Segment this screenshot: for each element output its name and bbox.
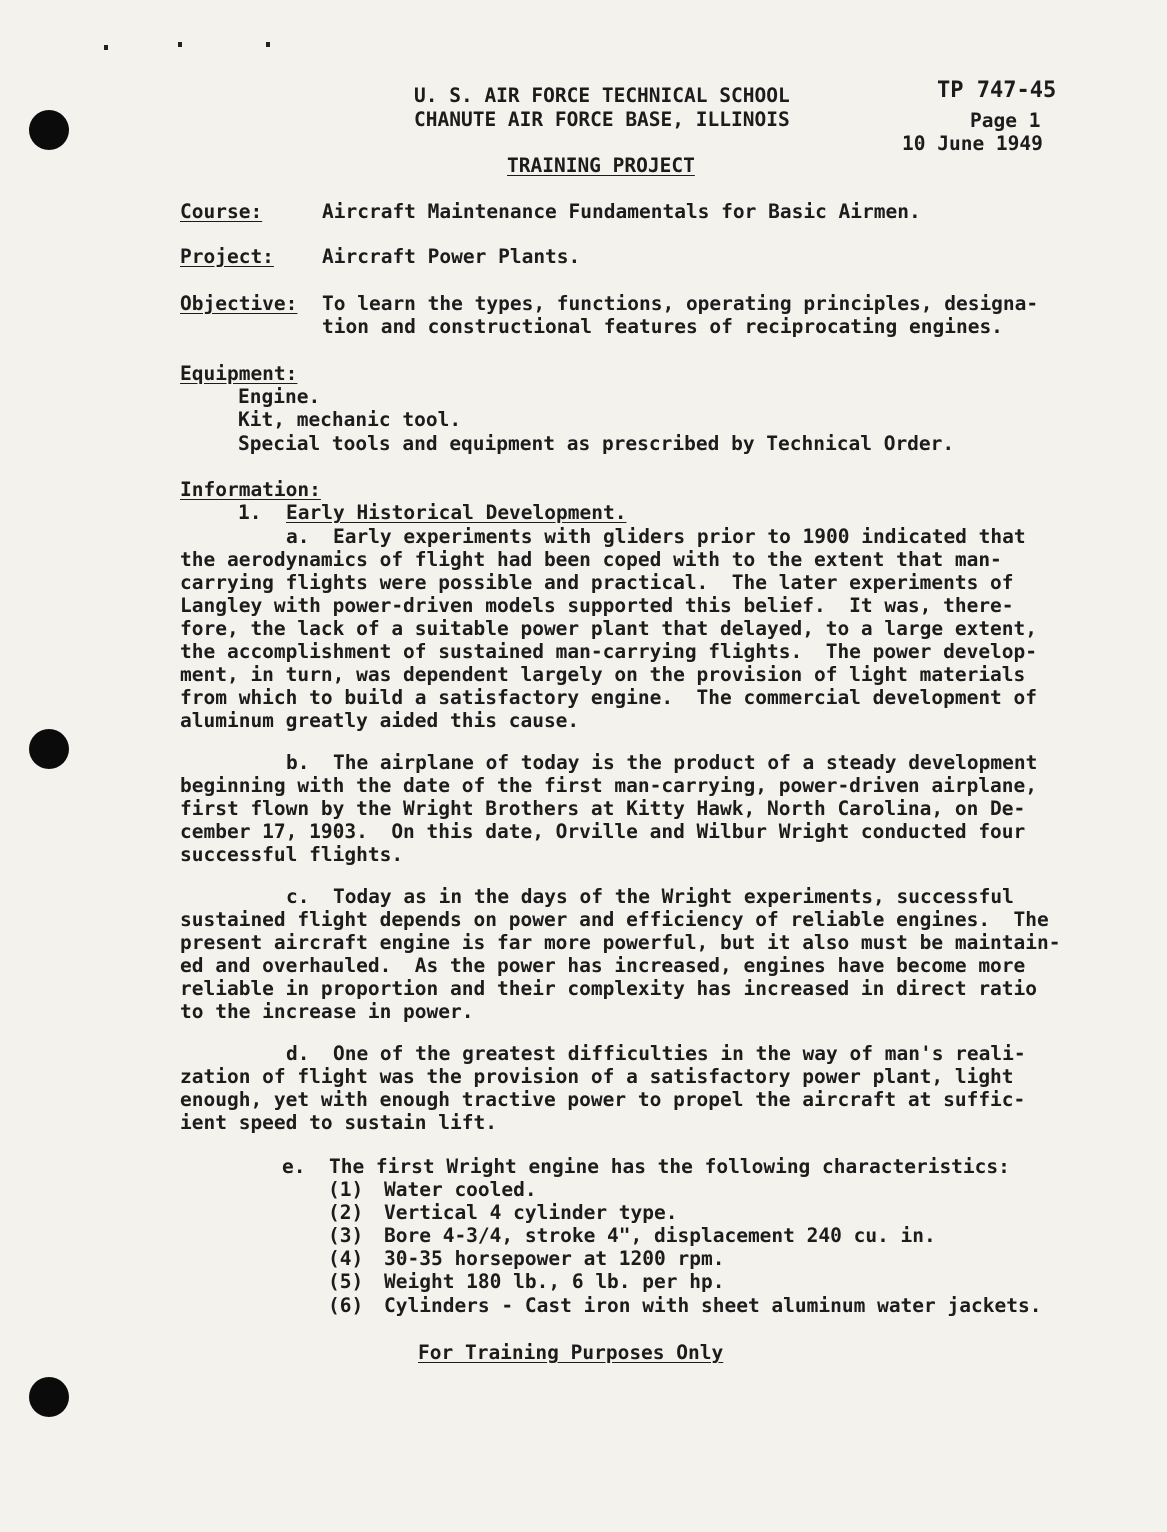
course-label: Course: [180,200,263,223]
list-item-number: (4) [328,1247,364,1270]
paragraph-line: the accomplishment of sustained man-carrying flights. The power develop- [180,640,1038,663]
list-item-text: Vertical 4 cylinder type. [384,1201,678,1224]
paragraph-line: aluminum greatly aided this cause. [180,709,580,732]
paragraph-line: to the increase in power. [180,1000,474,1023]
objective-line: To learn the types, functions, operating principles, designa- [322,292,1039,315]
paragraph-line: present aircraft engine is far more powerful, but it also must be maintain- [180,931,1061,954]
paragraph-line: carrying flights were possible and practical. The later experiments of [180,571,1014,594]
paragraph-line: from which to build a satisfactory engine. The commercial development of [180,686,1038,709]
page-title: TRAINING PROJECT [507,154,695,177]
paragraph-line: enough, yet with enough tractive power to propel the aircraft at suffic- [180,1088,1026,1111]
paragraph-line: successful flights. [180,843,404,866]
list-item-text: Cylinders - Cast iron with sheet aluminum water jackets. [384,1294,1042,1317]
paragraph-line: zation of flight was the provision of a satisfactory power plant, light [180,1065,1014,1088]
paragraph-line: a. Early experiments with gliders prior to 1900 indicated that [286,525,1026,548]
paragraph-line: the aerodynamics of flight had been coped with to the extent that man- [180,548,1002,571]
section-number: 1. [238,501,262,524]
course-value: Aircraft Maintenance Fundamentals for Basic Airmen. [322,200,921,223]
section-title: Early Historical Development. [286,501,627,524]
list-item-number: (1) [328,1178,364,1201]
list-item-number: (6) [328,1294,364,1317]
footer-notice: For Training Purposes Only [418,1341,724,1364]
paragraph-line: d. One of the greatest difficulties in the way of man's reali- [286,1042,1026,1065]
paragraph-line: ed and overhauled. As the power has increased, engines have become more [180,954,1026,977]
doc-date: 10 June 1949 [902,132,1043,155]
paragraph-line: Langley with power-driven models supported this belief. It was, there- [180,594,1014,617]
list-item-number: (2) [328,1201,364,1224]
org-line-1: U. S. AIR FORCE TECHNICAL SCHOOL [414,84,790,107]
binder-hole-top [29,110,69,150]
paper-speck [104,45,108,50]
list-item-text: 30-35 horsepower at 1200 rpm. [384,1247,725,1270]
equipment-item: Engine. [238,385,321,408]
list-item-number: (3) [328,1224,364,1247]
list-item-text: Bore 4-3/4, stroke 4", displacement 240 cu. in. [384,1224,936,1247]
org-line-2: CHANUTE AIR FORCE BASE, ILLINOIS [414,108,790,131]
binder-hole-middle [29,729,69,769]
paragraph-line: fore, the lack of a suitable power plant that delayed, to a large extent, [180,617,1038,640]
paper-speck [178,42,182,47]
paragraph-intro: e. The first Wright engine has the following characteristics: [282,1155,1010,1178]
paragraph-line: sustained flight depends on power and efficiency of reliable engines. The [180,908,1049,931]
paragraph-line: ment, in turn, was dependent largely on the provision of light materials [180,663,1026,686]
equipment-label: Equipment: [180,362,298,385]
objective-label: Objective: [180,292,298,315]
paragraph-line: beginning with the date of the first man-carrying, power-driven airplane, [180,774,1038,797]
list-item-number: (5) [328,1270,364,1293]
information-label: Information: [180,478,321,501]
project-value: Aircraft Power Plants. [322,245,581,268]
page-number: Page 1 [970,109,1041,132]
equipment-item: Kit, mechanic tool. [238,408,462,431]
list-item-text: Weight 180 lb., 6 lb. per hp. [384,1270,725,1293]
project-label: Project: [180,245,274,268]
doc-number: TP 747-45 [937,78,1057,103]
paragraph-line: c. Today as in the days of the Wright experiments, successful [286,885,1014,908]
list-item-text: Water cooled. [384,1178,537,1201]
objective-line: tion and constructional features of reciprocating engines. [322,315,1003,338]
paper-speck [266,42,270,47]
paragraph-line: b. The airplane of today is the product of a steady development [286,751,1038,774]
equipment-item: Special tools and equipment as prescribed by Technical Order. [238,432,955,455]
paragraph-line: reliable in proportion and their complexity has increased in direct ratio [180,977,1038,1000]
paragraph-line: first flown by the Wright Brothers at Kitty Hawk, North Carolina, on De- [180,797,1026,820]
paragraph-line: cember 17, 1903. On this date, Orville and Wilbur Wright conducted four [180,820,1026,843]
paragraph-line: ient speed to sustain lift. [180,1111,497,1134]
binder-hole-bottom [29,1377,69,1417]
